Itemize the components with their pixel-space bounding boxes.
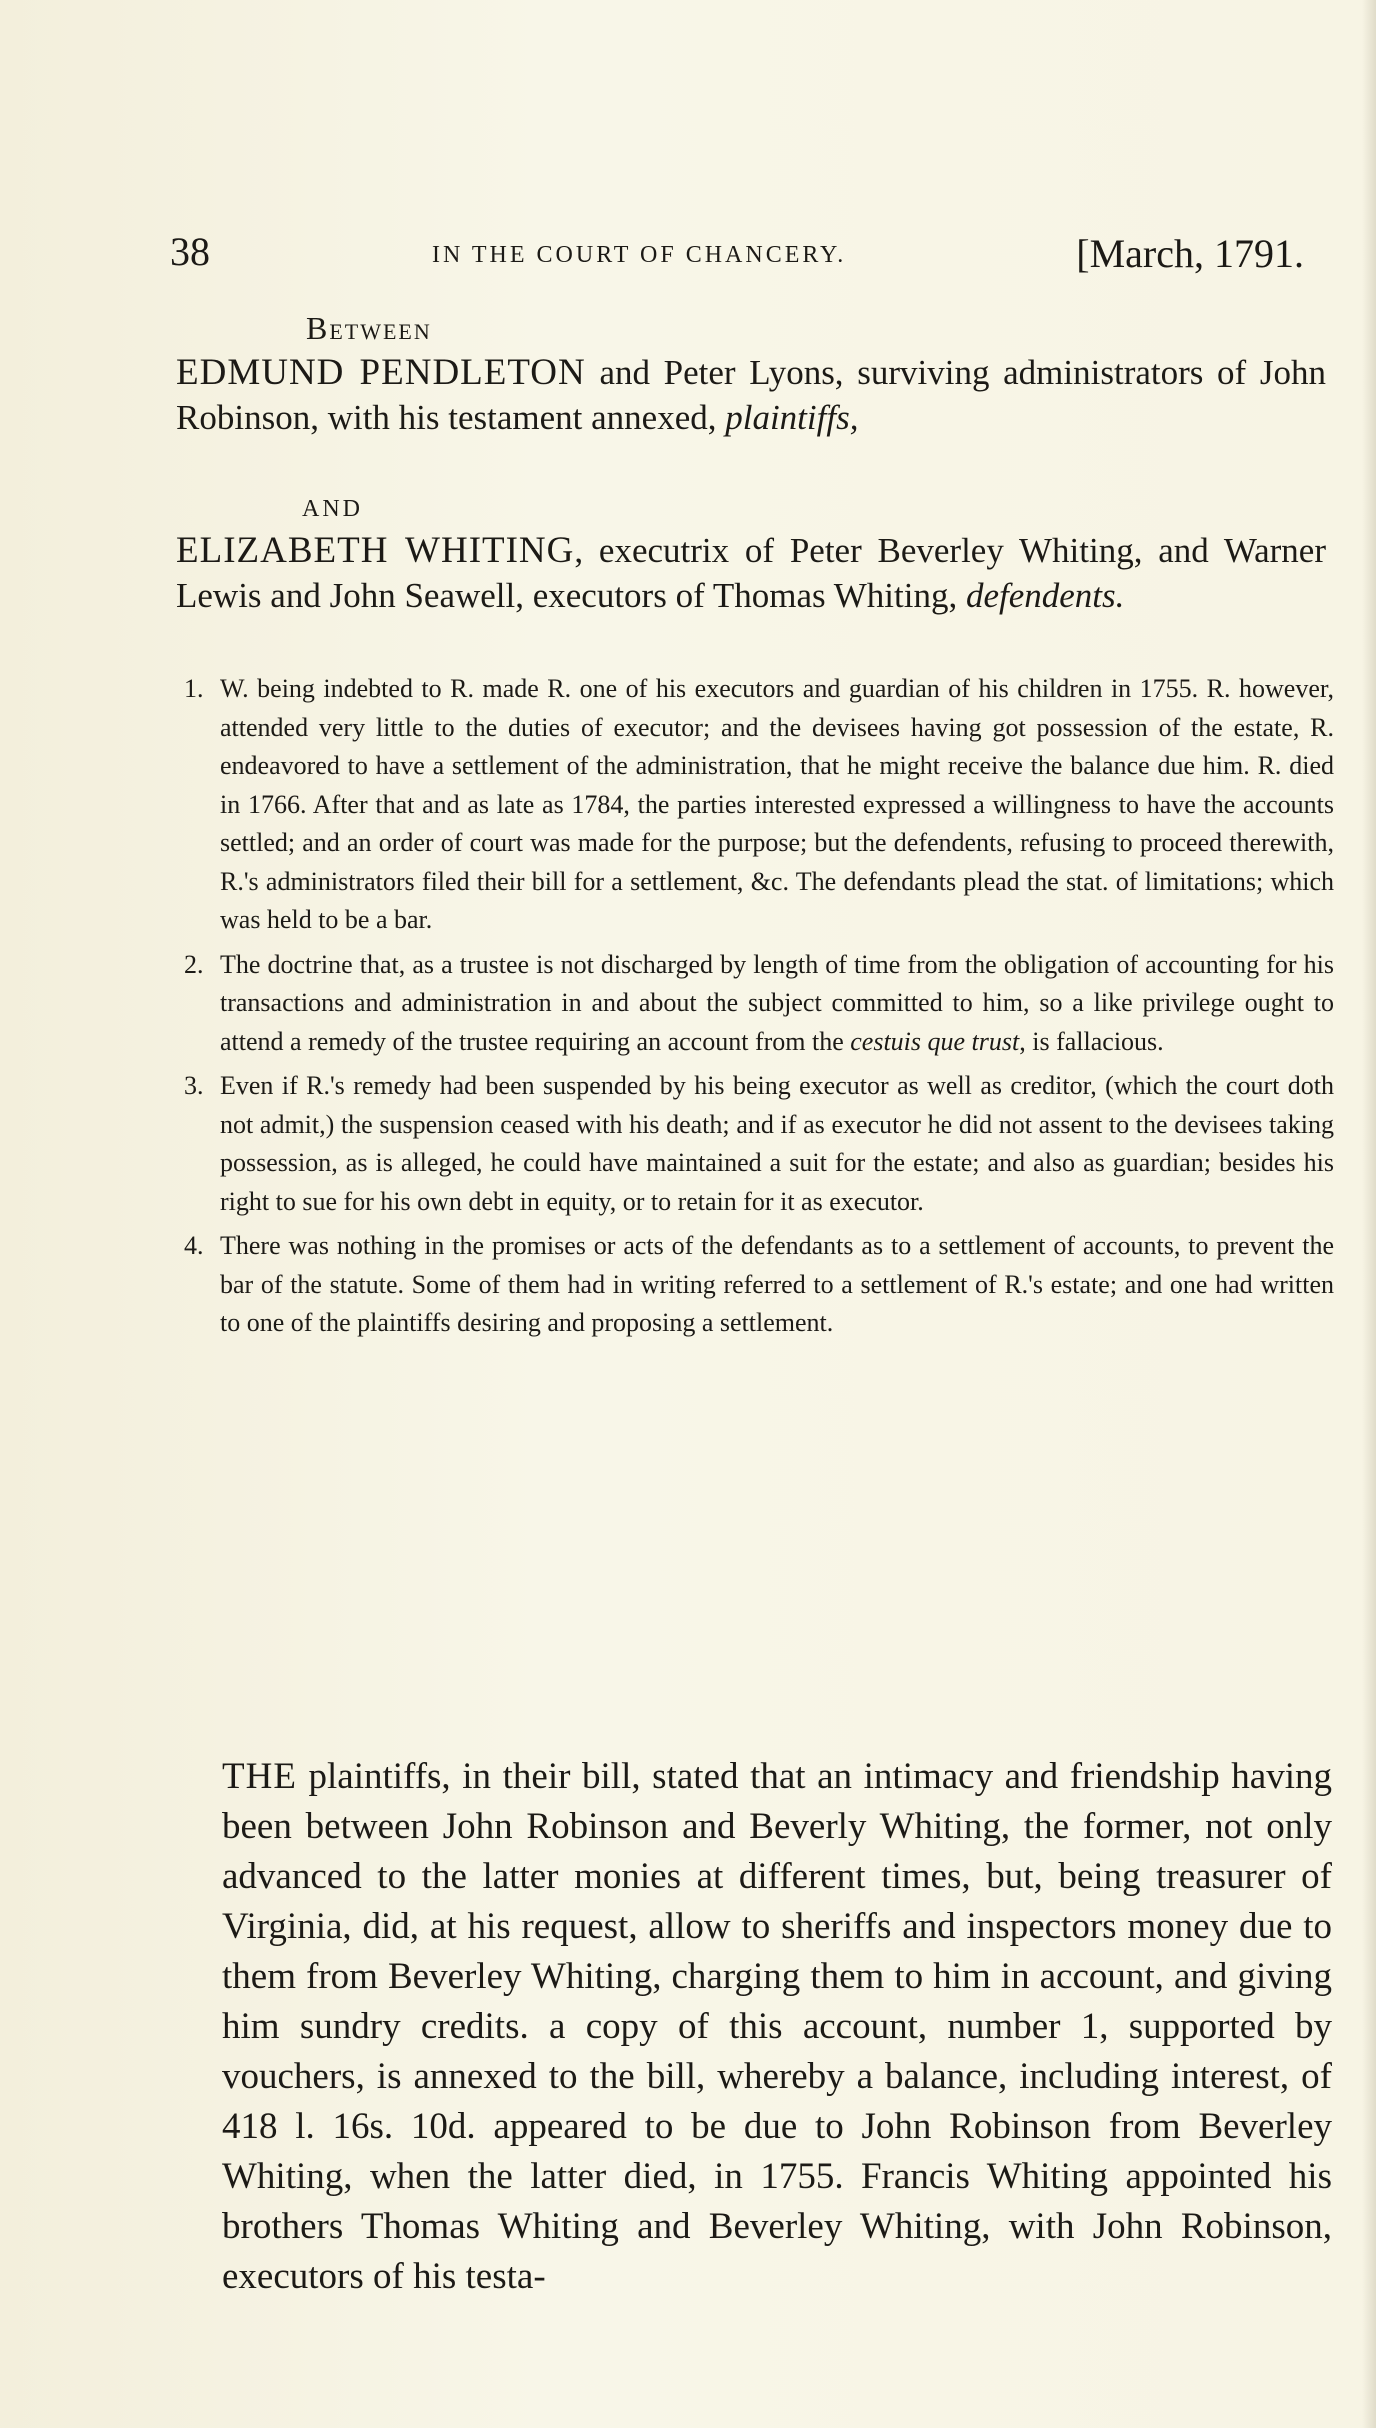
headnote <box>184 1227 1334 1343</box>
headnote-number: 3. <box>184 1071 204 1100</box>
defendants-block <box>176 528 1326 618</box>
plaintiffs-block <box>176 350 1326 440</box>
lead-word: THE <box>222 1756 297 1797</box>
headnote-text: W. being indebted to R. made R. one of his executors and guardian of his children in 1755. R. however, attended very little to the duties of executor; and the devisees having got possession of the estate, R. endeavored to have a settlement of the administration, that he might receive the balance due him. R. died in 1766. After that and as late as 1784, the parties interested expressed a willingness to have the accounts settled; and an order of court was made for the purpose; but the defendents, refusing to proceed therewith, R.'s administrators filed their bill for a settlement, &c. The defendants plead the stat. of limitations; which was held to be a bar. <box>220 674 1334 934</box>
headnote-number: 2. <box>184 949 204 979</box>
page-edge-shadow <box>1362 0 1376 2428</box>
headnotes <box>184 670 1334 1349</box>
and-label: AND <box>302 496 363 522</box>
body-text: plaintiffs, in their bill, stated that an intimacy and friendship having been between John Robinson and Beverly Whiting, the former, not only advanced to the latter monies at different times, but, being treasurer of Virginia, did, at his request, allow to sheriffs and inspectors money due to them from Beverley Whiting, charging them to him in account, and giving him sundry credits. a copy of this account, number 1, supported by vouchers, is annexed to the bill, whereby a balance, including interest, of 418 l. 16s. 10d. appeared to be due to John Robinson from Beverley Whiting, when the latter died, in 1755. Francis Whiting appointed his brothers Thomas Whiting and Beverley Whiting, with John Robinson, executors of his testa- <box>222 1756 1332 2297</box>
defendant-names: ELIZABETH WHITING <box>176 530 575 571</box>
plaintiff-description: and Peter Lyons, surviving administrators of John Robinson, with his testament annexed, <box>176 353 1327 437</box>
headnote-text: There was nothing in the promises or acts of the defendants as to a settlement of accounts, to prevent the bar of the statute. Some of them had in writing referred to a settlement of R.'s estate; and one had written to one of the plaintiffs desiring and proposing a settlement. <box>220 1231 1334 1337</box>
page-header <box>170 228 1320 288</box>
running-head: IN THE COURT OF CHANCERY. <box>432 242 847 268</box>
headnote-number: 1. <box>184 674 204 703</box>
headnote <box>184 1067 1334 1221</box>
headnote-italic-term: cestuis que trust <box>850 1026 1020 1056</box>
defendant-role: defendents. <box>965 576 1125 615</box>
headnote-text: Even if R.'s remedy had been suspended by his being executor as well as creditor, (which the court doth not admit,) the suspension ceased with his death; and if as executor he did not assent to the devisees taking possession, as is alleged, he could have maintained a suit for the estate; and also as guardian; besides his right to sue for his own debt in equity, or to retain for it as executor. <box>220 1071 1334 1216</box>
headnote-number: 4. <box>184 1231 204 1260</box>
headnote <box>184 946 1334 1062</box>
plaintiff-role: plaintiffs, <box>725 398 859 437</box>
body-paragraph <box>222 1752 1332 2302</box>
header-date: [March, 1791. <box>1076 231 1304 276</box>
headnote-text-end: , is fallacious. <box>1019 1026 1164 1056</box>
between-label: Between <box>306 310 432 346</box>
headnote-text: The doctrine that, as a trustee is not discharged by length of time from the obligation of accounting for his transactions and administration in and about the subject committed to him, so a like privilege ought to attend a remedy of the trustee requiring an account from the <box>220 949 1334 1056</box>
headnote <box>184 670 1334 940</box>
defendant-description: , executrix of Peter Beverley Whiting, and Warner Lewis and John Seawell, executors of Thomas Whiting, <box>176 531 1326 615</box>
plaintiff-names: EDMUND PENDLETON <box>176 352 586 393</box>
page-number: 38 <box>170 229 210 274</box>
